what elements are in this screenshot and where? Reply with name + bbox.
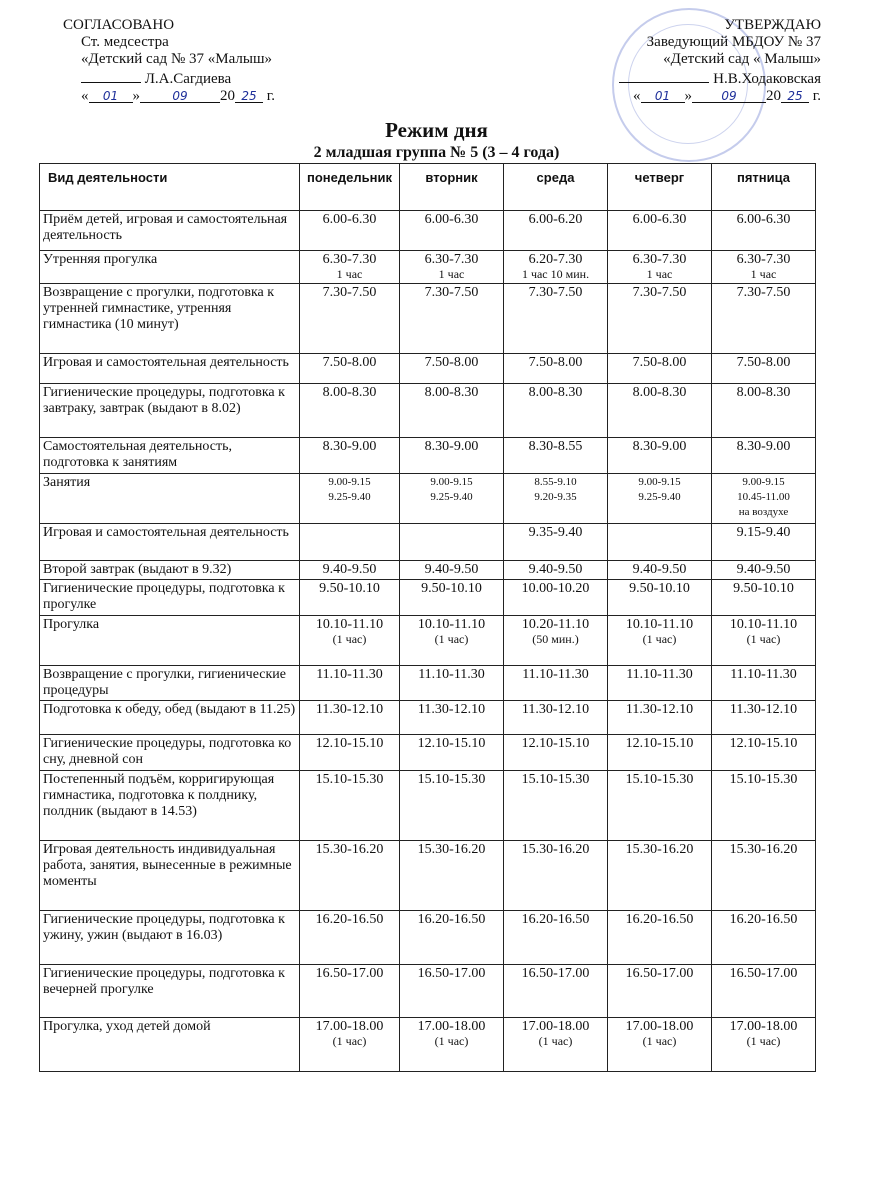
duration-note: на воздухе	[738, 506, 789, 518]
time-cell	[608, 616, 712, 666]
time-range: 7.30-7.50	[632, 285, 687, 300]
time-range: 9.40-9.50	[736, 562, 791, 577]
time-range: 11.10-11.30	[626, 667, 693, 682]
activity-cell: Гигиенические процедуры, подготовка к вечерней прогулке	[40, 965, 300, 1018]
time-cell	[300, 524, 400, 561]
time-cell	[400, 354, 504, 384]
approval-right-year-end: г.	[812, 88, 821, 104]
time-cell	[400, 735, 504, 771]
time-range: 16.20-16.50	[729, 912, 798, 927]
time-cell	[608, 524, 712, 561]
time-range: 16.50-17.00	[521, 966, 590, 981]
time-cell	[400, 251, 504, 284]
time-range: 10.10-11.10	[729, 617, 798, 632]
column-header: среда	[504, 164, 608, 211]
time-range: 10.10-11.10	[417, 617, 486, 632]
time-range: 12.10-15.10	[729, 736, 798, 751]
time-range: 6.00-6.30	[424, 212, 479, 227]
table-row	[40, 771, 816, 841]
time-cell	[504, 524, 608, 561]
time-range: 7.50-8.00	[424, 355, 479, 370]
approval-left-block	[63, 17, 363, 105]
duration-note: 1 час	[646, 267, 673, 281]
time-cell	[608, 438, 712, 474]
time-cell	[504, 965, 608, 1018]
table-header-row	[40, 164, 816, 211]
time-cell	[400, 384, 504, 438]
time-range: 8.30-9.00	[632, 439, 687, 454]
column-header: вторник	[400, 164, 504, 211]
time-cell	[712, 211, 816, 251]
duration-note: 9.25-9.40	[328, 491, 371, 503]
time-cell	[712, 561, 816, 580]
time-cell	[608, 561, 712, 580]
activity-cell: Подготовка к обеду, обед (выдают в 11.25)	[40, 701, 300, 735]
table-row	[40, 911, 816, 965]
time-cell	[608, 580, 712, 616]
time-range: 15.30-16.20	[417, 842, 486, 857]
time-range: 16.20-16.50	[521, 912, 590, 927]
time-cell	[712, 841, 816, 911]
time-cell	[712, 524, 816, 561]
duration-note: 9.20-9.35	[534, 491, 577, 503]
time-cell	[712, 438, 816, 474]
time-cell	[400, 561, 504, 580]
approval-left-date	[63, 88, 363, 105]
time-range: 9.00-9.15	[638, 476, 681, 488]
time-cell	[300, 735, 400, 771]
time-range: 11.30-12.10	[625, 702, 694, 717]
activity-cell: Гигиенические процедуры, подготовка ко сну, дневной сон	[40, 735, 300, 771]
table-row	[40, 666, 816, 701]
time-range: 7.50-8.00	[632, 355, 687, 370]
time-range: 17.00-18.00	[417, 1019, 486, 1034]
time-range: 8.00-8.30	[528, 385, 583, 400]
time-range: 11.10-11.30	[730, 667, 797, 682]
time-range: 9.50-10.10	[319, 581, 380, 596]
time-range: 17.00-18.00	[315, 1019, 384, 1034]
time-cell	[300, 616, 400, 666]
time-cell	[712, 580, 816, 616]
time-range: 15.30-16.20	[315, 842, 384, 857]
time-cell	[712, 911, 816, 965]
time-cell	[300, 911, 400, 965]
table-row	[40, 211, 816, 251]
time-range: 6.00-6.30	[736, 212, 791, 227]
time-cell	[300, 474, 400, 524]
activity-cell: Гигиенические процедуры, подготовка к прогулке	[40, 580, 300, 616]
time-cell	[712, 384, 816, 438]
activity-cell: Постепенный подъём, корригирующая гимнастика, подготовка к полднику, полдник (выдают в 14.53)	[40, 771, 300, 841]
approval-right-position: Заведующий МБДОУ № 37	[646, 34, 821, 50]
time-cell	[504, 384, 608, 438]
duration-note: (1 час)	[746, 632, 781, 646]
time-range: 16.50-17.00	[417, 966, 486, 981]
time-cell	[712, 616, 816, 666]
time-range: 7.50-8.00	[736, 355, 791, 370]
page-title: Режим дня	[385, 118, 488, 142]
time-range: 16.50-17.00	[315, 966, 384, 981]
time-range: 10.20-11.10	[521, 617, 590, 632]
time-cell	[504, 211, 608, 251]
time-range: 9.40-9.50	[424, 562, 479, 577]
time-cell	[504, 580, 608, 616]
table-row	[40, 616, 816, 666]
approval-right-heading: УТВЕРЖДАЮ	[724, 17, 821, 33]
table-row	[40, 561, 816, 580]
duration-note: 9.25-9.40	[638, 491, 681, 503]
time-cell	[400, 474, 504, 524]
approval-right-month: 09	[692, 88, 766, 103]
approval-right-block	[521, 17, 821, 105]
signature-right	[619, 68, 709, 83]
approval-right-name: Н.В.Ходаковская	[713, 71, 821, 87]
table-row	[40, 474, 816, 524]
time-range: 10.10-11.10	[625, 617, 694, 632]
duration-note: 9.25-9.40	[430, 491, 473, 503]
activity-cell: Прогулка	[40, 616, 300, 666]
time-cell	[504, 616, 608, 666]
approval-right-signature-line	[521, 68, 821, 88]
time-cell	[504, 561, 608, 580]
duration-note: (1 час)	[538, 1034, 573, 1048]
time-range: 15.10-15.30	[315, 772, 384, 787]
activity-cell: Игровая деятельность индивидуальная работа, занятия, вынесенные в режимные моменты	[40, 841, 300, 911]
time-range: 16.50-17.00	[729, 966, 798, 981]
time-range: 9.50-10.10	[733, 581, 794, 596]
duration-note: 1 час 10 мин.	[521, 267, 590, 281]
time-range: 11.10-11.30	[522, 667, 589, 682]
time-cell	[300, 701, 400, 735]
table-row	[40, 524, 816, 561]
approval-left-year-suffix: 25	[235, 88, 263, 103]
time-cell	[712, 474, 816, 524]
activity-cell: Второй завтрак (выдают в 9.32)	[40, 561, 300, 580]
time-cell	[300, 1018, 400, 1072]
table-row	[40, 580, 816, 616]
duration-note: (1 час)	[642, 632, 677, 646]
time-range: 15.30-16.20	[521, 842, 590, 857]
time-cell	[712, 666, 816, 701]
time-range: 8.00-8.30	[322, 385, 377, 400]
table-row	[40, 1018, 816, 1072]
time-range: 9.40-9.50	[632, 562, 687, 577]
time-cell	[608, 354, 712, 384]
time-range: 8.30-9.00	[322, 439, 377, 454]
time-cell	[712, 771, 816, 841]
time-range: 15.10-15.30	[521, 772, 590, 787]
time-range: 9.50-10.10	[629, 581, 690, 596]
column-header: Вид деятельности	[40, 164, 300, 211]
time-range: 15.10-15.30	[417, 772, 486, 787]
duration-note: (1 час)	[332, 1034, 367, 1048]
time-range: 6.30-7.30	[424, 252, 479, 267]
time-cell	[300, 384, 400, 438]
time-range: 16.20-16.50	[315, 912, 384, 927]
schedule-body	[40, 211, 816, 1072]
duration-note: 1 час	[438, 267, 465, 281]
table-row	[40, 251, 816, 284]
time-range: 9.00-9.15	[430, 476, 473, 488]
time-range: 11.10-11.30	[316, 667, 383, 682]
approval-left-heading: СОГЛАСОВАНО	[63, 17, 175, 33]
time-cell	[712, 251, 816, 284]
time-cell	[400, 524, 504, 561]
time-range: 15.30-16.20	[625, 842, 694, 857]
time-range: 12.10-15.10	[315, 736, 384, 751]
time-range: 8.00-8.30	[632, 385, 687, 400]
time-cell	[608, 211, 712, 251]
time-range: 17.00-18.00	[625, 1019, 694, 1034]
table-row	[40, 438, 816, 474]
activity-cell: Занятия	[40, 474, 300, 524]
duration-note: 10.45-11.00	[737, 491, 790, 503]
time-cell	[608, 666, 712, 701]
approval-left-organization: «Детский сад № 37 «Малыш»	[81, 51, 272, 67]
time-range: 15.10-15.30	[729, 772, 798, 787]
activity-cell: Гигиенические процедуры, подготовка к ужину, ужин (выдают в 16.03)	[40, 911, 300, 965]
time-cell	[504, 251, 608, 284]
time-range: 17.00-18.00	[729, 1019, 798, 1034]
time-cell	[608, 911, 712, 965]
approval-right-organization: «Детский сад « Малыш»	[663, 51, 821, 67]
time-cell	[300, 561, 400, 580]
table-row	[40, 841, 816, 911]
table-row	[40, 384, 816, 438]
duration-note: (1 час)	[434, 1034, 469, 1048]
time-cell	[504, 474, 608, 524]
time-range: 9.00-9.15	[328, 476, 371, 488]
date-quote-open: «	[633, 88, 641, 104]
time-cell	[300, 965, 400, 1018]
time-range: 7.30-7.50	[736, 285, 791, 300]
time-range: 16.20-16.50	[417, 912, 486, 927]
duration-note: (1 час)	[642, 1034, 677, 1048]
time-range: 9.40-9.50	[322, 562, 377, 577]
time-cell	[400, 841, 504, 911]
approval-left-day: 01	[89, 88, 133, 103]
time-cell	[608, 735, 712, 771]
approval-left-signature-line	[63, 68, 363, 88]
duration-note: (1 час)	[434, 632, 469, 646]
time-cell	[400, 580, 504, 616]
time-cell	[712, 1018, 816, 1072]
time-range: 11.30-12.10	[315, 702, 384, 717]
date-quote-close: »	[132, 88, 140, 104]
time-range: 12.10-15.10	[625, 736, 694, 751]
time-range: 12.10-15.10	[417, 736, 486, 751]
time-range: 9.40-9.50	[528, 562, 583, 577]
time-cell	[400, 965, 504, 1018]
table-row	[40, 701, 816, 735]
approval-left-position: Ст. медсестра	[81, 34, 169, 50]
time-range: 11.30-12.10	[417, 702, 486, 717]
time-range: 17.00-18.00	[521, 1019, 590, 1034]
time-range: 9.00-9.15	[742, 476, 785, 488]
time-cell	[504, 701, 608, 735]
time-cell	[400, 284, 504, 354]
time-range: 11.30-12.10	[521, 702, 590, 717]
time-cell	[608, 284, 712, 354]
time-cell	[608, 251, 712, 284]
time-cell	[608, 701, 712, 735]
time-range: 11.10-11.30	[418, 667, 485, 682]
time-range: 6.00-6.30	[322, 212, 377, 227]
time-cell	[712, 965, 816, 1018]
duration-note: (1 час)	[746, 1034, 781, 1048]
date-quote-open: «	[81, 88, 89, 104]
time-range: 15.10-15.30	[625, 772, 694, 787]
time-cell	[300, 354, 400, 384]
time-range: 6.30-7.30	[632, 252, 687, 267]
time-cell	[400, 1018, 504, 1072]
time-cell	[504, 666, 608, 701]
time-range: 16.20-16.50	[625, 912, 694, 927]
time-cell	[300, 211, 400, 251]
signature-left	[81, 68, 141, 83]
approval-right-year-suffix: 25	[781, 88, 809, 103]
time-range: 11.30-12.10	[729, 702, 798, 717]
time-range: 9.15-9.40	[736, 525, 791, 540]
time-range: 6.30-7.30	[322, 252, 377, 267]
time-cell	[400, 211, 504, 251]
time-cell	[300, 438, 400, 474]
activity-cell: Утренняя прогулка	[40, 251, 300, 284]
duration-note: (1 час)	[332, 632, 367, 646]
time-cell	[400, 616, 504, 666]
time-cell	[712, 735, 816, 771]
activity-cell: Самостоятельная деятельность, подготовка к занятиям	[40, 438, 300, 474]
time-range: 7.50-8.00	[322, 355, 377, 370]
time-range: 6.00-6.30	[632, 212, 687, 227]
activity-cell: Приём детей, игровая и самостоятельная деятельность	[40, 211, 300, 251]
time-cell	[400, 911, 504, 965]
time-range: 8.55-9.10	[534, 476, 577, 488]
time-range: 16.50-17.00	[625, 966, 694, 981]
time-cell	[300, 841, 400, 911]
time-range: 7.50-8.00	[528, 355, 583, 370]
activity-cell: Возвращение с прогулки, гигиенические процедуры	[40, 666, 300, 701]
time-cell	[712, 354, 816, 384]
table-row	[40, 735, 816, 771]
approval-left-year-end: г.	[266, 88, 275, 104]
time-range: 6.30-7.30	[736, 252, 791, 267]
activity-cell: Гигиенические процедуры, подготовка к завтраку, завтрак (выдают в 8.02)	[40, 384, 300, 438]
time-range: 8.30-9.00	[424, 439, 479, 454]
time-range: 15.30-16.20	[729, 842, 798, 857]
date-quote-close: »	[684, 88, 693, 104]
table-row	[40, 965, 816, 1018]
time-range: 7.30-7.50	[322, 285, 377, 300]
time-cell	[504, 841, 608, 911]
time-cell	[504, 284, 608, 354]
activity-cell: Прогулка, уход детей домой	[40, 1018, 300, 1072]
time-range: 12.10-15.10	[521, 736, 590, 751]
time-range: 9.50-10.10	[421, 581, 482, 596]
time-range: 8.30-8.55	[528, 439, 583, 454]
time-cell	[608, 384, 712, 438]
time-range: 8.30-9.00	[736, 439, 791, 454]
column-header: пятница	[712, 164, 816, 211]
page-subtitle: 2 младшая группа № 5 (3 – 4 года)	[313, 144, 560, 161]
time-cell	[300, 666, 400, 701]
time-cell	[504, 1018, 608, 1072]
time-cell	[712, 284, 816, 354]
time-cell	[608, 771, 712, 841]
approval-right-day: 01	[641, 88, 685, 103]
time-range: 8.00-8.30	[424, 385, 479, 400]
time-range: 7.30-7.50	[528, 285, 583, 300]
column-header: четверг	[608, 164, 712, 211]
approval-left-year-prefix: 20	[220, 88, 235, 104]
time-range: 6.20-7.30	[528, 252, 583, 267]
time-cell	[400, 701, 504, 735]
table-row	[40, 354, 816, 384]
time-range: 6.00-6.20	[528, 212, 583, 227]
time-cell	[608, 1018, 712, 1072]
activity-cell: Игровая и самостоятельная деятельность	[40, 354, 300, 384]
time-cell	[400, 666, 504, 701]
time-cell	[300, 771, 400, 841]
time-cell	[608, 474, 712, 524]
time-cell	[608, 841, 712, 911]
activity-cell: Игровая и самостоятельная деятельность	[40, 524, 300, 561]
time-cell	[504, 735, 608, 771]
time-cell	[400, 771, 504, 841]
time-range: 10.00-10.20	[521, 581, 590, 596]
time-range: 10.10-11.10	[315, 617, 384, 632]
approval-left-name: Л.А.Сагдиева	[144, 71, 232, 87]
time-range: 7.30-7.50	[424, 285, 479, 300]
duration-note: 1 час	[336, 267, 363, 281]
table-row	[40, 284, 816, 354]
approval-right-date	[521, 88, 821, 105]
time-cell	[712, 701, 816, 735]
duration-note: 1 час	[750, 267, 777, 281]
time-range: 8.00-8.30	[736, 385, 791, 400]
approval-left-month: 09	[140, 88, 220, 103]
time-cell	[504, 771, 608, 841]
time-range: 9.35-9.40	[528, 525, 583, 540]
schedule-table	[39, 163, 816, 1072]
approval-right-year-prefix: 20	[766, 88, 782, 104]
time-cell	[400, 438, 504, 474]
time-cell	[504, 354, 608, 384]
activity-cell: Возвращение с прогулки, подготовка к утренней гимнастике, утренняя гимнастика (10 минут)	[40, 284, 300, 354]
time-cell	[300, 580, 400, 616]
time-cell	[300, 251, 400, 284]
time-cell	[504, 911, 608, 965]
time-cell	[504, 438, 608, 474]
duration-note: (50 мин.)	[532, 632, 579, 646]
time-cell	[300, 284, 400, 354]
time-cell	[608, 965, 712, 1018]
column-header: понедельник	[300, 164, 400, 211]
